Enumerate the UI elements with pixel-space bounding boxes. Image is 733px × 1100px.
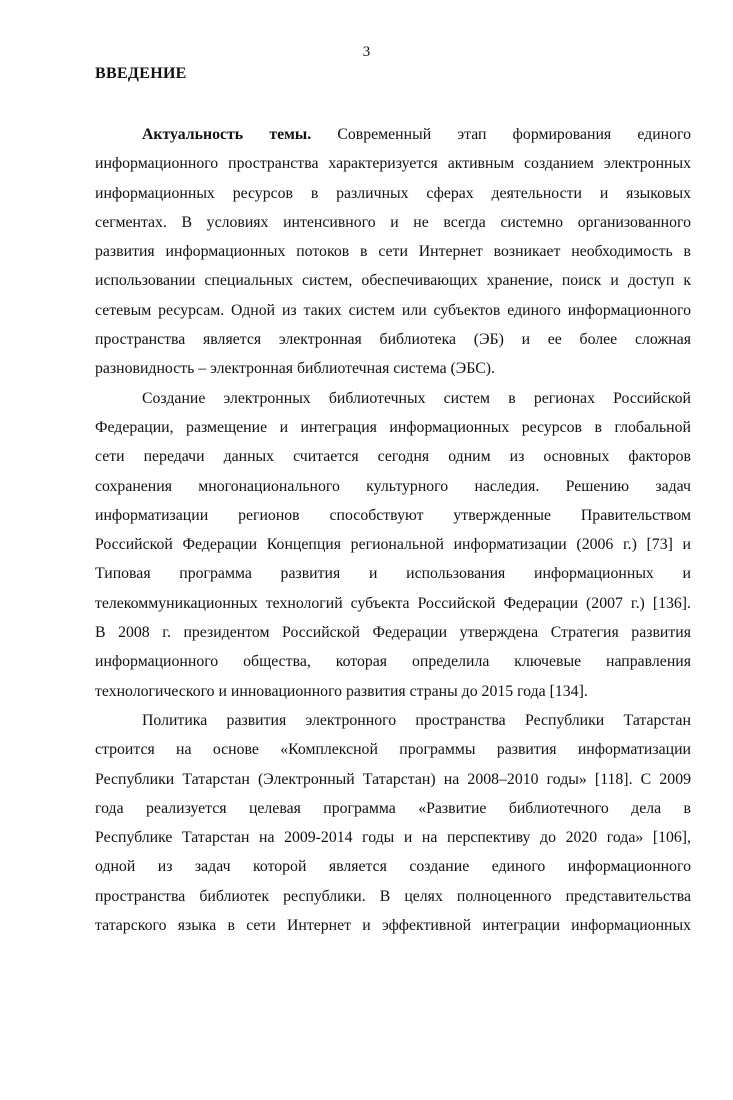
text-line: информатизации регионов способствуют утвержденные Правительством (95, 506, 691, 524)
paragraph-1 (95, 120, 691, 384)
text-line: Российской Федерации Концепция региональной информатизации (2006 г.) [73] и (95, 536, 691, 554)
paragraph-3 (95, 706, 691, 940)
text-line: одной из задач которой является создание единого информационного (95, 858, 691, 876)
text-line: В 2008 г. президентом Российской Федерации утверждена Стратегия развития (95, 624, 691, 642)
text-line: информационных ресурсов в различных сферах деятельности и языковых (95, 184, 691, 202)
text-line: Федерации, размещение и интеграция информационных ресурсов в глобальной (95, 418, 691, 436)
text-line: разновидность – электронная библиотечная система (ЭБС). (95, 360, 495, 378)
page-number: 3 (362, 44, 371, 60)
text-line: пространства является электронная библиотека (ЭБ) и ее более сложная (95, 331, 691, 349)
text-line: Республики Татарстан (Электронный Татарстан) на 2008–2010 годы» [118]. С 2009 (95, 770, 691, 788)
text-line: сетевым ресурсам. Одной из таких систем или субъектов единого информационного (95, 301, 691, 319)
text-line: информационного пространства характеризуется активным созданием электронных (95, 155, 691, 173)
text-line: сохранения многонационального культурного наследия. Решению задач (95, 477, 691, 495)
text-line: строится на основе «Комплексной программы развития информатизации (95, 741, 691, 759)
text-line: телекоммуникационных технологий субъекта Российской Федерации (2007 г.) [136]. (95, 594, 691, 612)
lead-term: Актуальность темы. (142, 126, 312, 143)
body-text (95, 120, 691, 940)
paragraph-2 (95, 384, 691, 706)
section-heading: ВВЕДЕНИЕ (95, 65, 187, 82)
text-line: года реализуется целевая программа «Развитие библиотечного дела в (95, 799, 691, 817)
text-line: пространства библиотек республики. В целях полноценного представительства (95, 887, 691, 905)
text-line: Республике Татарстан на 2009-2014 годы и на перспективу до 2020 года» [106], (95, 829, 691, 847)
text-line: технологического и инновационного развития страны до 2015 года [134]. (95, 682, 588, 700)
text-line: использовании специальных систем, обеспечивающих хранение, поиск и доступ к (95, 272, 691, 290)
text-line: сети передачи данных считается сегодня одним из основных факторов (95, 448, 691, 466)
text-line: информационного общества, которая определила ключевые направления (95, 653, 691, 671)
text-line: Политика развития электронного пространства Республики Татарстан (142, 711, 691, 729)
text-line: Создание электронных библиотечных систем в регионах Российской (142, 389, 691, 407)
text-line: развития информационных потоков в сети Интернет возникает необходимость в (95, 243, 691, 261)
text-line: Актуальность темы. Современный этап формирования единого (142, 126, 691, 143)
text-line: Типовая программа развития и использования информационных и (95, 565, 691, 583)
text-line: сегментах. В условиях интенсивного и не всегда системно организованного (95, 213, 691, 231)
text-line: татарского языка в сети Интернет и эффективной интеграции информационных (95, 917, 691, 935)
